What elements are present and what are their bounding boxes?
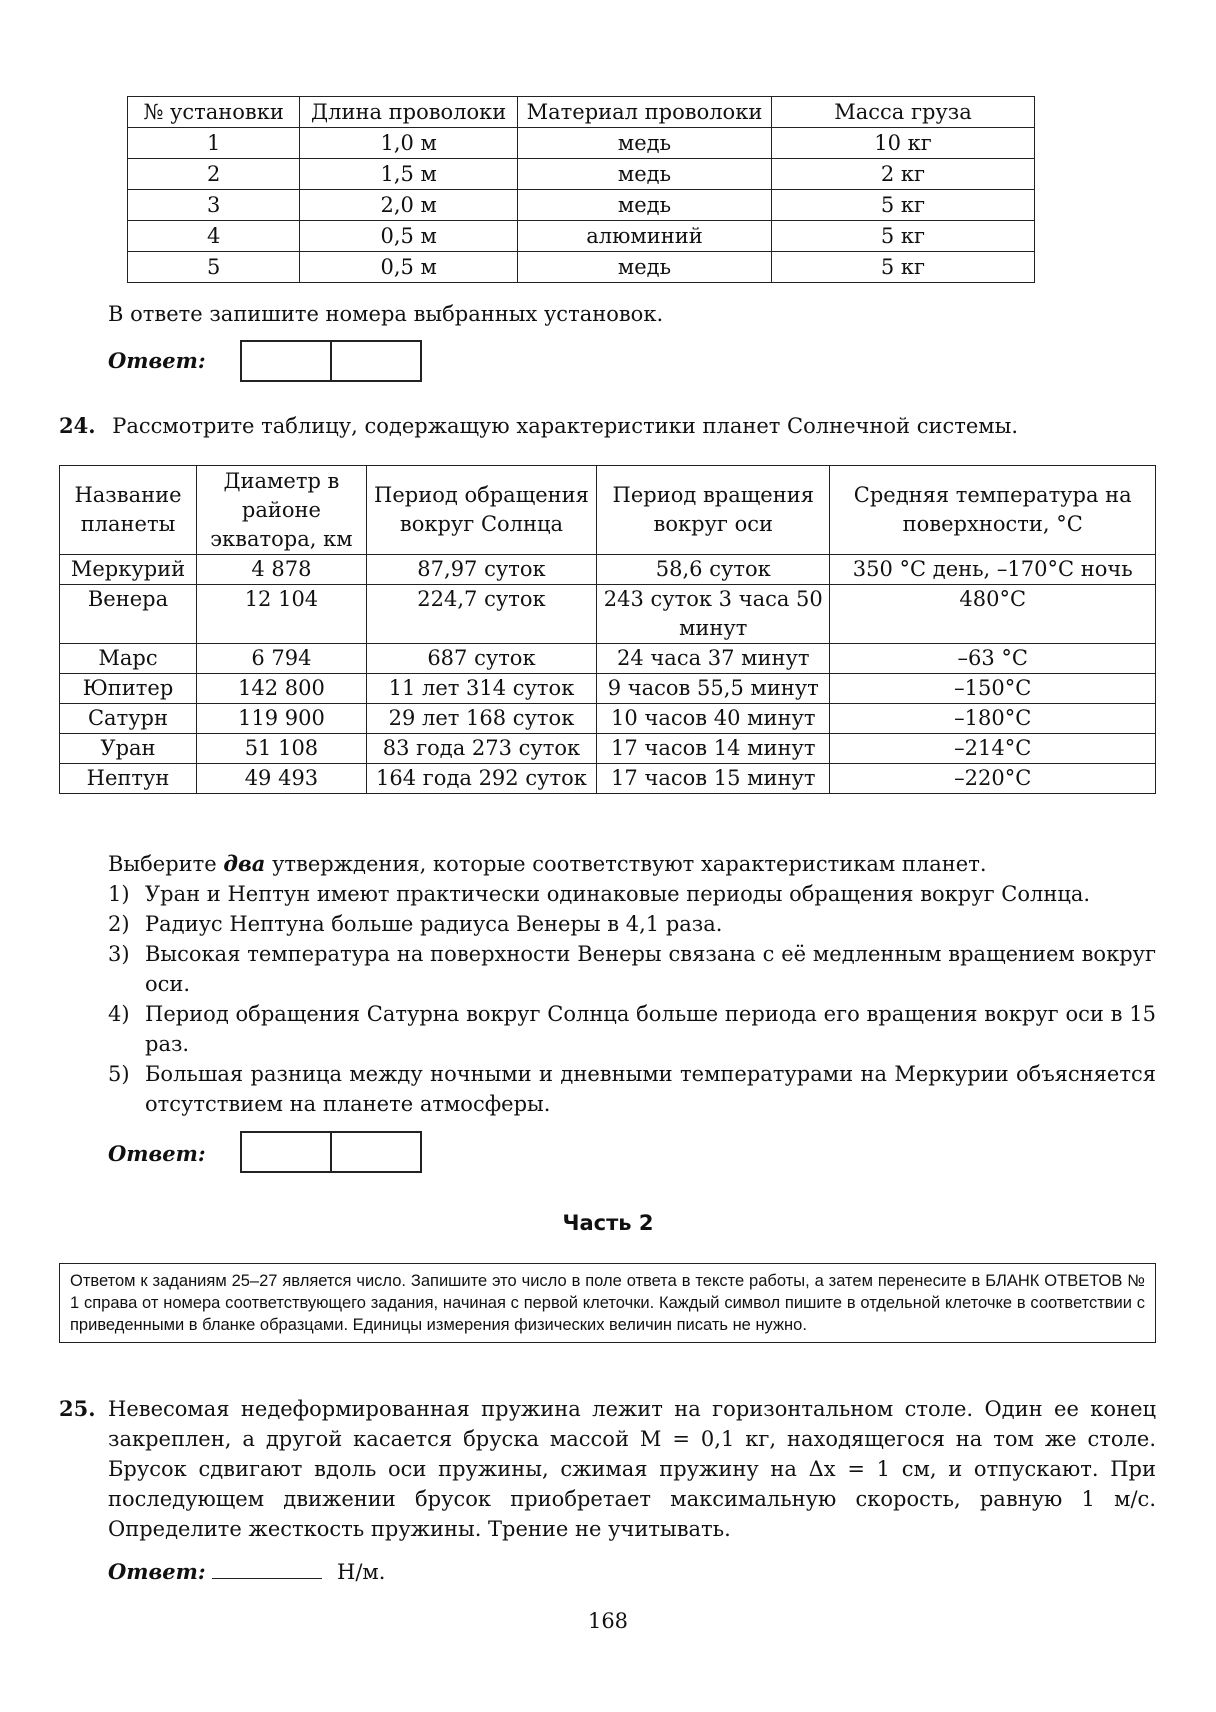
table-cell: 17 часов 14 минут xyxy=(597,734,830,764)
table-cell: 4 xyxy=(128,221,300,252)
table-cell: 12 104 xyxy=(197,585,367,644)
answer-boxes[interactable] xyxy=(240,1131,422,1173)
q23-instruction: В ответе запишите номера выбранных установок. xyxy=(108,302,664,326)
table-row xyxy=(60,734,1156,764)
table-header: Материал проволоки xyxy=(518,97,772,128)
table-header: Период обращения вокруг Солнца xyxy=(366,466,596,555)
q24-prompt xyxy=(59,411,1018,441)
table-cell: –214°С xyxy=(830,734,1156,764)
table-cell: 24 часа 37 минут xyxy=(597,644,830,674)
table-header: Период вращения вокруг оси xyxy=(597,466,830,555)
table-cell: 17 часов 15 минут xyxy=(597,764,830,794)
table-cell: 49 493 xyxy=(197,764,367,794)
table-cell: –63 °С xyxy=(830,644,1156,674)
list-item xyxy=(108,939,1156,999)
item-text: Большая разница между ночными и дневными температурами на Меркурии объясняется отсутствием на планете атмосферы. xyxy=(145,1062,1156,1116)
table-row xyxy=(128,159,1035,190)
item-number: 4) xyxy=(108,1002,130,1026)
answer-label: Ответ: xyxy=(108,348,206,373)
table-cell: медь xyxy=(518,159,772,190)
table-header-row xyxy=(128,97,1035,128)
answer-cell[interactable] xyxy=(242,1133,330,1171)
page-number: 168 xyxy=(587,1609,629,1633)
table-row xyxy=(60,644,1156,674)
table-header: Диаметр в районе экватора, км xyxy=(197,466,367,555)
table-row xyxy=(60,674,1156,704)
table-header-row xyxy=(60,466,1156,555)
table-cell: 3 xyxy=(128,190,300,221)
table-cell: 350 °С день, –170°С ночь xyxy=(830,555,1156,585)
table-cell: 29 лет 168 суток xyxy=(366,704,596,734)
table-cell: 11 лет 314 суток xyxy=(366,674,596,704)
table-cell: 1,0 м xyxy=(300,128,518,159)
table-cell: 164 года 292 суток xyxy=(366,764,596,794)
table-row xyxy=(128,221,1035,252)
answer-boxes[interactable] xyxy=(240,340,422,382)
part-title: Часть 2 xyxy=(562,1211,654,1235)
choose-text-post: утверждения, которые соответствуют характеристикам планет. xyxy=(265,852,987,876)
table-cell: 5 кг xyxy=(771,190,1034,221)
table-cell: 243 суток 3 часа 50 минут xyxy=(597,585,830,644)
table-cell: 224,7 суток xyxy=(366,585,596,644)
table-cell: –220°С xyxy=(830,764,1156,794)
answer-label: Ответ: xyxy=(108,1141,206,1166)
table-cell: Марс xyxy=(60,644,197,674)
table-row xyxy=(60,764,1156,794)
question-number: 25. xyxy=(59,1396,96,1421)
table-cell: 119 900 xyxy=(197,704,367,734)
table-cell: 6 794 xyxy=(197,644,367,674)
part2-instructions: Ответом к заданиям 25–27 является число. Запишите это число в поле ответа в тексте работы, а затем перенесите в БЛАНК ОТВЕТОВ № 1 справа от номера соответствующего задания, начиная с первой клеточки. Каждый символ пишите в отдельной клеточке в соответствии с приведенными в бланке образцами. Единицы измерения физических величин писать не нужно. xyxy=(59,1263,1156,1343)
table-cell: 2,0 м xyxy=(300,190,518,221)
list-item xyxy=(108,909,1156,939)
answer-cell[interactable] xyxy=(330,1133,420,1171)
table-cell: медь xyxy=(518,252,772,283)
table-cell: 51 108 xyxy=(197,734,367,764)
list-item xyxy=(108,879,1156,909)
item-text: Высокая температура на поверхности Венеры связана с её медленным вращением вокруг оси. xyxy=(145,942,1156,996)
table-row xyxy=(128,128,1035,159)
table-header: № установки xyxy=(128,97,300,128)
table-cell: алюминий xyxy=(518,221,772,252)
table-cell: Меркурий xyxy=(60,555,197,585)
question-text: Невесомая недеформированная пружина лежит на горизонтальном столе. Один ее конец закреплен, а другой касается бруска массой M = 0,1 кг, находящегося на том же столе. Брусок сдвигают вдоль оси пружины, сжимая пружину на Δx = 1 см, и отпускают. При последующем движении брусок приобретает максимальную скорость, равную 1 м/с. Определите жесткость пружины. Трение не учитывать. xyxy=(108,1397,1156,1541)
table-cell: 1 xyxy=(128,128,300,159)
table-row xyxy=(60,704,1156,734)
table-cell: 5 кг xyxy=(771,221,1034,252)
list-item xyxy=(108,1059,1156,1119)
item-number: 3) xyxy=(108,942,130,966)
choose-instruction xyxy=(108,849,987,879)
table-cell: 5 xyxy=(128,252,300,283)
item-number: 5) xyxy=(108,1062,130,1086)
table-cell: 687 суток xyxy=(366,644,596,674)
table-cell: 1,5 м xyxy=(300,159,518,190)
table-cell: 0,5 м xyxy=(300,221,518,252)
table-header: Средняя температура на поверхности, °С xyxy=(830,466,1156,555)
table-row xyxy=(60,555,1156,585)
q25-block xyxy=(59,1394,1156,1544)
table-cell: 83 года 273 суток xyxy=(366,734,596,764)
item-text: Период обращения Сатурна вокруг Солнца больше периода его вращения вокруг оси в 15 раз. xyxy=(145,1002,1156,1056)
table-cell: 2 кг xyxy=(771,159,1034,190)
table-header: Название планеты xyxy=(60,466,197,555)
table-row xyxy=(60,585,1156,644)
table-header: Длина проволоки xyxy=(300,97,518,128)
table-cell: медь xyxy=(518,128,772,159)
item-text: Радиус Нептуна больше радиуса Венеры в 4,1 раза. xyxy=(145,912,723,936)
table-cell: 58,6 суток xyxy=(597,555,830,585)
table-cell: Сатурн xyxy=(60,704,197,734)
choose-text-pre: Выберите xyxy=(108,852,224,876)
table-cell: Уран xyxy=(60,734,197,764)
setup-table-body xyxy=(128,128,1035,283)
statement-list xyxy=(108,879,1156,1119)
answer-blank[interactable] xyxy=(212,1556,322,1579)
table-cell: 142 800 xyxy=(197,674,367,704)
table-header: Масса груза xyxy=(771,97,1034,128)
table-cell: Нептун xyxy=(60,764,197,794)
item-number: 1) xyxy=(108,882,130,906)
table-cell: 5 кг xyxy=(771,252,1034,283)
table-cell: медь xyxy=(518,190,772,221)
list-item xyxy=(108,999,1156,1059)
table-cell: 4 878 xyxy=(197,555,367,585)
table-row xyxy=(128,252,1035,283)
table-cell: 10 кг xyxy=(771,128,1034,159)
table-cell: 10 часов 40 минут xyxy=(597,704,830,734)
planets-table xyxy=(59,465,1156,794)
setup-table xyxy=(127,96,1035,283)
table-cell: 480°С xyxy=(830,585,1156,644)
answer-label: Ответ: xyxy=(108,1559,206,1584)
table-row xyxy=(128,190,1035,221)
table-cell: 2 xyxy=(128,159,300,190)
table-cell: 87,97 суток xyxy=(366,555,596,585)
table-cell: –180°С xyxy=(830,704,1156,734)
answer-cell[interactable] xyxy=(242,342,330,380)
table-cell: 9 часов 55,5 минут xyxy=(597,674,830,704)
item-number: 2) xyxy=(108,912,130,936)
item-text: Уран и Нептун имеют практически одинаковые периоды обращения вокруг Солнца. xyxy=(145,882,1091,906)
table-cell: –150°С xyxy=(830,674,1156,704)
q25-answer xyxy=(108,1556,385,1587)
answer-cell[interactable] xyxy=(330,342,420,380)
table-cell: 0,5 м xyxy=(300,252,518,283)
answer-unit: Н/м. xyxy=(337,1560,386,1584)
question-number: 24. xyxy=(59,413,96,438)
question-text: Рассмотрите таблицу, содержащую характеристики планет Солнечной системы. xyxy=(112,414,1019,438)
planets-table-body xyxy=(60,555,1156,794)
table-cell: Юпитер xyxy=(60,674,197,704)
table-cell: Венера xyxy=(60,585,197,644)
choose-emphasis: два xyxy=(223,851,266,876)
